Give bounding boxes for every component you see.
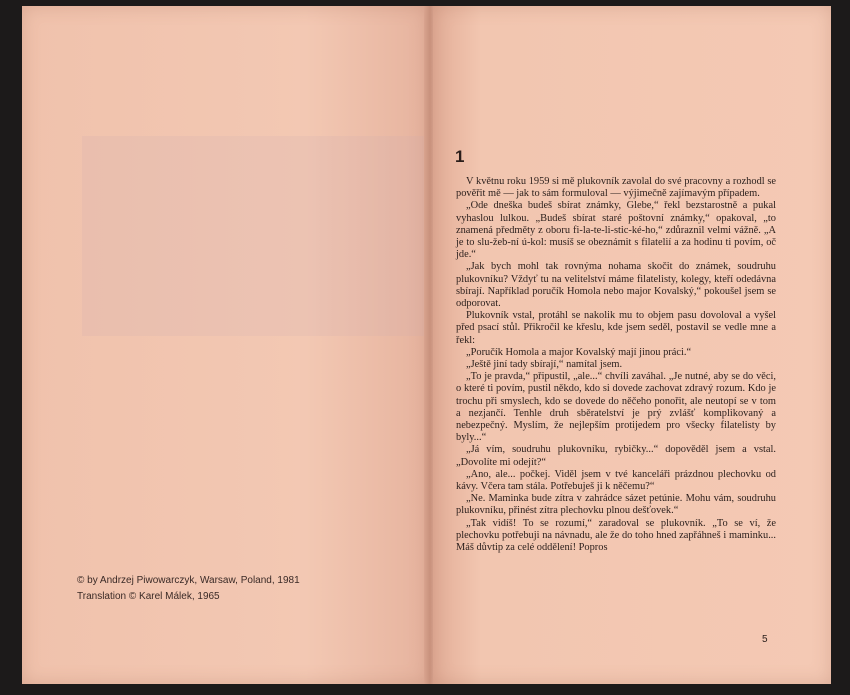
paragraph: V květnu roku 1959 si mě plukovník zavolal do své pracovny a rozhodl se pověřit mě — jak to sám formuloval — výjimečně zajímavým případem. (456, 176, 776, 200)
right-page (433, 6, 831, 684)
show-through-block (82, 136, 437, 336)
copyright-notice (77, 573, 300, 605)
paragraph: „Ještě jiní tady sbírají,“ namítal jsem. (466, 359, 623, 371)
paragraph: „Jak bych mohl tak rovnýma nohama skočit do známek, soudruhu plukovníku? Vždyť tu na velitelství máme filatelisty, kolegy, kteří odedávna sbírají. Například poručík Homola nebo major Kovalský,“ pokoušel jsem se odporovat. (456, 261, 776, 310)
paragraph: Plukovník vstal, protáhl se nakolik mu to objem pasu dovoloval a vyšel před psací stůl. Přikročil ke křeslu, kde jsem seděl, postavil se vedle mne a řekl: (456, 310, 776, 346)
paragraph: „Tak vidíš! To se rozumí,“ zaradoval se plukovník. „To se ví, že plechovku potřebuji na návnadu, ale že do toho hned zapřáhneš i maminku... Máš důvtip za celé oddělení! Popros (456, 517, 776, 554)
paragraph: „Ne. Maminka bude zítra v zahrádce sázet petúnie. Mohu vám, soudruhu plukovníku, přinést zítra plechovku plnou dešťovek.“ (456, 493, 776, 517)
paragraph: „To je pravda,“ připustil, „ale...“ chvíli zaváhal. „Je nutné, aby se do věci, o které ti povím, pustil někdo, kdo si dovede zachovat zdravý rozum. Kdo je trochu při smyslech, kdo se dovede do něčeho ponořit, ale neutopí se v tom a nezjančí. Tenhle druh sběratelství je prý zvlášť komplikovaný a nebezpečný. Myslím, že nejlepším protijedem pro všecky filatelisty by byly...“ (456, 371, 776, 444)
paragraph: „Poručík Homola a major Kovalský mají jinou práci.“ (466, 346, 692, 358)
paragraph: „Ano, ale... počkej. Viděl jsem v tvé kanceláři prázdnou plechovku od kávy. Včera tam stála. Potřebuješ ji k něčemu?“ (456, 468, 776, 493)
copyright-translation: Translation © Karel Málek, 1965 (77, 591, 220, 602)
paragraph: „Ode dneška budeš sbírat známky, Glebe,“ řekl bezstarostně a pukal vyhaslou lulkou. „Budeš sbírat staré poštovní známky,“ opakoval, „to znamená předměty z oboru fi-la-te-li-stic-ké-ho,“ zdůraznil velmi vážně. „A je to slu-žeb-ní ú-kol: musíš se obeznámit s filatelií a za hodinu ti povím, oč jde.“ (456, 200, 776, 261)
chapter-text (456, 176, 776, 554)
copyright-author: © by Andrzej Piwowarczyk, Warsaw, Poland, 1981 (77, 575, 300, 586)
paragraph: „Já vím, soudruhu plukovníku, rybičky...“ dopověděl jsem a vstal. „Dovolíte mi odejít?“ (456, 444, 776, 468)
left-page (22, 6, 428, 684)
chapter-number: 1 (455, 147, 465, 166)
page-number: 5 (762, 634, 768, 645)
